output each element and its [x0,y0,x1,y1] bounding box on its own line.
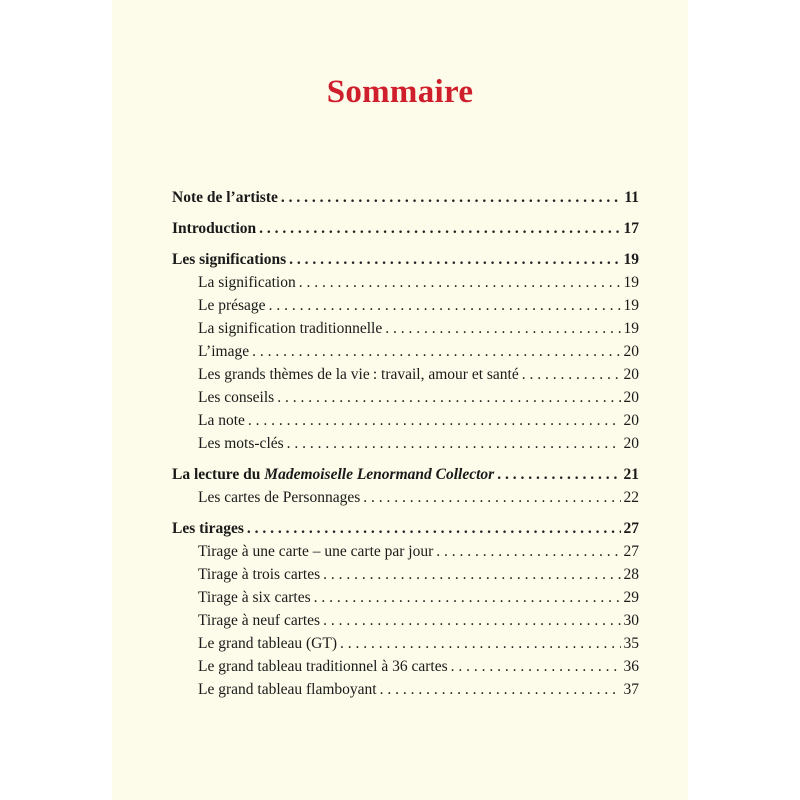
dot-leader [277,386,620,409]
dot-leader [247,517,621,540]
toc-heading-row[interactable] [172,248,639,271]
toc-entry-label: Tirage à neuf cartes [198,612,321,629]
toc-entry-label: L’image [198,343,250,360]
toc-entry-label: Les cartes de Personnages [198,489,361,506]
toc-heading-row[interactable] [172,217,639,240]
toc-entry-row[interactable] [172,317,639,340]
toc-entry-row[interactable] [172,271,639,294]
toc-page-number: 20 [623,412,639,429]
toc-page-number: 11 [624,189,639,206]
dot-leader [340,632,620,655]
toc-entry-label: Tirage à trois cartes [198,566,321,583]
dot-leader [385,317,620,340]
toc-page-number: 19 [623,320,639,337]
toc-page-number: 17 [623,220,639,237]
toc-heading-row[interactable] [172,186,639,209]
toc-entry-label: Les conseils [198,389,275,406]
toc-entry-label: La note [198,412,245,429]
toc-page-number: 20 [623,435,639,452]
toc-entry-row[interactable] [172,409,639,432]
toc-heading-row[interactable] [172,517,639,540]
dot-leader [287,432,621,455]
toc-entry-row[interactable] [172,340,639,363]
toc-heading-row[interactable] [172,463,639,486]
toc-entry-row[interactable] [172,586,639,609]
dot-leader [380,678,621,701]
toc-entry-label: Le grand tableau (GT) [198,635,338,652]
toc-heading-label [172,463,494,486]
dot-leader [281,186,621,209]
toc-entry-label: Tirage à une carte – une carte par jour [198,543,434,560]
dot-leader [497,463,620,486]
toc-entry-label: La signification traditionnelle [198,320,383,337]
toc-entry-label: Le présage [198,297,266,314]
toc-entry-row[interactable] [172,294,639,317]
dot-leader [289,248,620,271]
toc-page-number: 30 [623,612,639,629]
dot-leader [259,217,620,240]
toc-entry-row[interactable] [172,432,639,455]
dot-leader [252,340,620,363]
toc-heading-label: Les tirages [172,520,244,537]
toc-entry-row[interactable] [172,678,639,701]
toc-page-number: 20 [623,389,639,406]
toc-heading-label: Les significations [172,251,287,268]
document-page [112,0,688,800]
toc-entry-label: Tirage à six cartes [198,589,311,606]
dot-leader [323,609,620,632]
toc-entry-row[interactable] [172,486,639,509]
toc-page-number: 19 [623,297,639,314]
toc-entry-row[interactable] [172,363,639,386]
toc-section [172,186,639,209]
toc-section [172,217,639,240]
dot-leader [248,409,621,432]
toc-page-number: 19 [623,274,639,291]
dot-leader [314,586,621,609]
toc-page-number: 29 [623,589,639,606]
table-of-contents [172,186,639,709]
dot-leader [436,540,620,563]
toc-heading-label-italic: Mademoiselle Lenormand Collector [264,466,495,483]
toc-page-number: 37 [623,681,639,698]
toc-entry-label: Les grands thèmes de la vie : travail, amour et santé [198,366,519,383]
toc-page-number: 20 [623,343,639,360]
toc-heading-label: Note de l’artiste [172,189,278,206]
dot-leader [269,294,621,317]
toc-heading-label: Introduction [172,220,257,237]
toc-entry-row[interactable] [172,540,639,563]
toc-page-number: 28 [623,566,639,583]
toc-entry-label: Le grand tableau traditionnel à 36 cartes [198,658,448,675]
toc-page-number: 35 [623,635,639,652]
toc-page-number: 27 [623,543,639,560]
toc-page-number: 22 [623,489,639,506]
dot-leader [363,486,620,509]
toc-heading-label-prefix: La lecture du [172,466,265,483]
dot-leader [323,563,620,586]
toc-section [172,463,639,509]
toc-section [172,517,639,701]
toc-entry-row[interactable] [172,632,639,655]
toc-entry-label: Les mots-clés [198,435,284,452]
toc-section [172,248,639,455]
dot-leader [522,363,621,386]
toc-page-number: 21 [623,466,639,483]
toc-page-number: 20 [623,366,639,383]
toc-page-number: 27 [623,520,639,537]
toc-entry-row[interactable] [172,609,639,632]
toc-entry-row[interactable] [172,386,639,409]
dot-leader [451,655,621,678]
toc-entry-label: La signification [198,274,296,291]
toc-page-number: 36 [623,658,639,675]
toc-page-number: 19 [623,251,639,268]
dot-leader [299,271,621,294]
toc-entry-row[interactable] [172,655,639,678]
toc-entry-row[interactable] [172,563,639,586]
toc-entry-label: Le grand tableau flamboyant [198,681,377,698]
page-title: Sommaire [326,74,474,110]
